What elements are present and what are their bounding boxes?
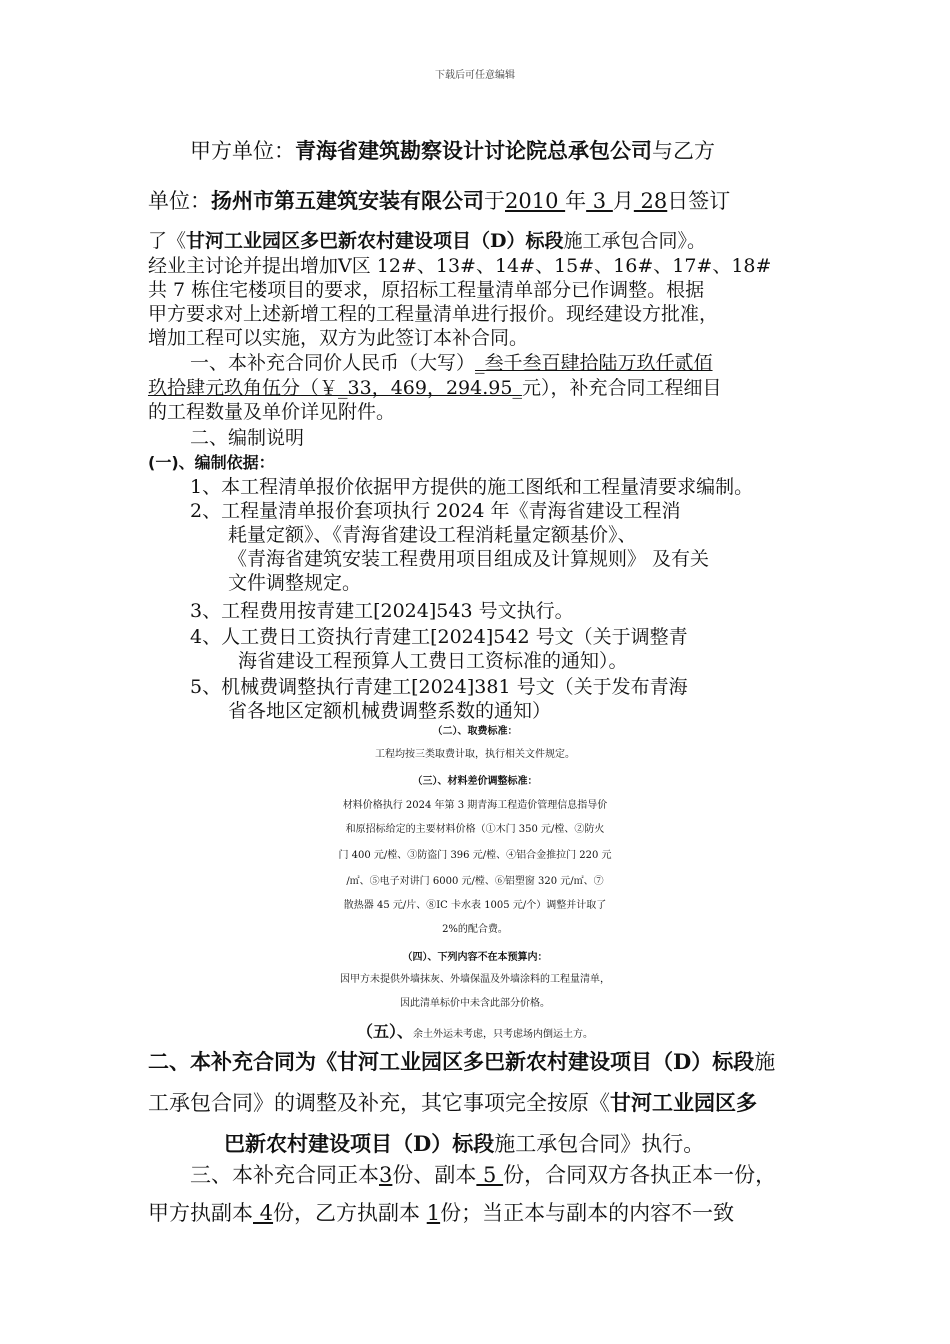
contract-project-name: 甘河工业园区多巴新农村建设项目（D）标段 xyxy=(186,230,564,252)
party-b-label: 单位： xyxy=(148,189,211,213)
list-item: 2、工程量清单报价套项执行 2024 年《青海省建设工程消 xyxy=(190,500,681,522)
materials-line: 材料价格执行 2024 年第 3 期青海工程造价管理信息指导价 xyxy=(342,800,608,811)
sign-month: 3 xyxy=(586,189,613,213)
contract-name-line xyxy=(148,226,706,253)
price-label: 一、本补充合同价人民币（大写） xyxy=(190,352,476,374)
clause-3-text: 甲方执副本 xyxy=(148,1201,253,1225)
subsection-title: (一)、编制依据： xyxy=(148,453,275,472)
clause-3-text: 份、副本 xyxy=(392,1163,477,1187)
body-line: 甲方要求对上述新增工程的工程量清单进行报价。现经建设方批准， xyxy=(148,303,719,325)
clause-3-text: 份；当正本与副本的内容不一致 xyxy=(440,1201,735,1225)
party-b-line xyxy=(148,185,730,215)
list-item: 3、工程费用按青建工[2024]543 号文执行。 xyxy=(190,600,574,622)
list-item-cont: 文件调整规定。 xyxy=(228,572,362,594)
materials-line: 2%的配合费。 xyxy=(442,924,508,935)
clause-2-end: 施工承包合同》执行。 xyxy=(494,1132,705,1156)
clause-2-project: 甘河工业园区多 xyxy=(610,1090,757,1115)
contract-prefix: 了《 xyxy=(148,230,187,252)
list-item: 1、本工程清单报价依据甲方提供的施工图纸和工程量清要求编制。 xyxy=(190,476,754,498)
list-item-cont: 省各地区定额机械费调整系数的通知） xyxy=(228,700,552,722)
clause-3-text: 三、本补充合同正本 xyxy=(190,1163,379,1187)
party-a-name: 青海省建筑勘察设计讨论院总承包公司 xyxy=(295,138,652,163)
price-number: （￥_33，469，294.95_ xyxy=(300,377,522,399)
subsection-text: 工程均按三类取费计取，执行相关文件规定。 xyxy=(375,749,575,760)
price-words-cont: 玖拾肆元玖角伍分 xyxy=(148,377,301,399)
party-a-suffix: 与乙方 xyxy=(652,139,715,163)
sign-day: 28 xyxy=(633,189,668,213)
materials-line: 门 400 元/樘、③防盗门 396 元/樘、④铝合金推拉门 220 元 xyxy=(338,850,612,861)
clause-2-line-1 xyxy=(148,1046,775,1076)
subsection-five-text: 余土外运未考虑，只考虑场内倒运土方。 xyxy=(413,1029,593,1040)
price-line-2 xyxy=(148,373,721,400)
list-item: 5、机械费调整执行青建工[2024]381 号文（关于发布青海 xyxy=(190,676,688,698)
list-item-cont: 《青海省建筑安装工程费用项目组成及计算规则》 及有关 xyxy=(228,548,710,570)
exclusion-line: 因甲方未提供外墙抹灰、外墙保温及外墙涂料的工程量清单， xyxy=(340,974,610,985)
page-header: 下载后可任意编辑 xyxy=(435,70,515,81)
date-suffix: 日签订 xyxy=(667,189,731,213)
party-b-name: 扬州市第五建筑安装有限公司 xyxy=(211,188,484,213)
price-suffix: 元），补充合同工程细目 xyxy=(521,377,722,399)
clause-2-project: 甘河工业园区多巴新农村建设项目（D）标段 xyxy=(337,1049,755,1074)
party-a-copy-count: 4 xyxy=(253,1201,274,1225)
subsection-title: （四）、下列内容不在本预算内： xyxy=(402,952,548,963)
clause-2-line-2 xyxy=(148,1087,757,1117)
date-prefix: 于 xyxy=(484,189,505,213)
clause-3-line-1 xyxy=(190,1159,776,1189)
clause-3-line-2 xyxy=(148,1197,734,1227)
sign-year: 2010 xyxy=(505,189,566,213)
body-line: 增加工程可以实施，双方为此签订本补合同。 xyxy=(148,327,529,349)
subsection-title: （二）、取费标准： xyxy=(432,726,518,737)
price-line-3: 的工程数量及单价详见附件。 xyxy=(148,401,396,423)
list-item-cont: 海省建设工程预算人工费日工资标准的通知）。 xyxy=(238,650,628,672)
subsection-five xyxy=(0,1019,950,1042)
copy-count: 5 xyxy=(476,1163,504,1187)
price-line-1 xyxy=(190,348,713,375)
body-line: 经业主讨论并提出增加Ⅴ区 12#、13#、14#、15#、16#、17#、18# xyxy=(148,255,772,277)
section-title: 二、编制说明 xyxy=(190,427,305,449)
body-line: 共 7 栋住宅楼项目的要求，原招标工程量清单部分已作调整。根据 xyxy=(148,279,705,301)
party-a-line xyxy=(190,135,715,165)
original-count: 3 xyxy=(379,1163,393,1187)
exclusion-line: 因此清单标价中未含此部分价格。 xyxy=(400,998,550,1009)
clause-2-line-3 xyxy=(224,1128,704,1158)
contract-suffix: 施工承包合同》。 xyxy=(563,230,707,252)
clause-2-text: 工承包合同》的调整及补充，其它事项完全按原《 xyxy=(148,1091,610,1115)
clause-2-prefix: 二、本补充合同为《 xyxy=(148,1050,337,1074)
price-words: _叁千叁百肆拾陆万玖仟贰佰 xyxy=(475,352,713,374)
month-unit: 月 xyxy=(612,189,634,213)
clause-2-suffix: 施 xyxy=(754,1050,776,1074)
materials-line: /㎡、⑤电子对讲门 6000 元/樘、⑥铝塑窗 320 元/㎡、⑦ xyxy=(346,876,604,887)
clause-3-text: 份，合同双方各执正本一份， xyxy=(503,1163,777,1187)
clause-3-text: 份，乙方执副本 xyxy=(273,1201,427,1225)
party-a-label: 甲方单位： xyxy=(190,139,295,163)
list-item: 4、人工费日工资执行青建工[2024]542 号文（关于调整青 xyxy=(190,626,688,648)
list-item-cont: 耗量定额》、《青海省建设工程消耗量定额基价》、 xyxy=(228,524,637,546)
materials-line: 和原招标给定的主要材料价格（①木门 350 元/樘、②防火 xyxy=(345,824,605,835)
clause-2-project: 巴新农村建设项目（D）标段 xyxy=(224,1131,495,1156)
materials-line: 散热器 45 元/片、⑧IC 卡水表 1005 元/个）调整并计取了 xyxy=(343,900,607,911)
year-unit: 年 xyxy=(565,189,587,213)
party-b-copy-count: 1 xyxy=(426,1201,441,1225)
subsection-five-label: （五）、 xyxy=(356,1022,413,1041)
subsection-title: （三）、材料差价调整标准： xyxy=(412,776,538,787)
